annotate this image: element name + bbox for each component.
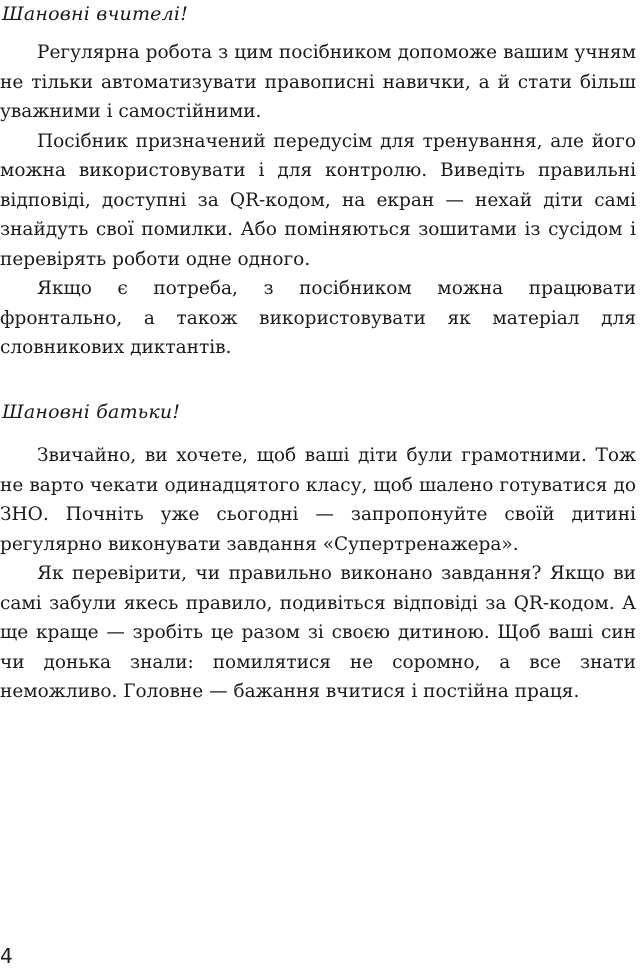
parents-heading: Шановні батьки! xyxy=(2,401,181,423)
parents-paragraph-1: Звичайно, ви хочете, щоб ваші діти були грамотними. Тож не варто чекати одинадцятого класу, щоб шалено готуватися до ЗНО. Почніть уже сьогодні — запропонуйте своїй дитині регулярно виконувати завдання «Супертренажера». xyxy=(0,445,636,555)
teachers-paragraph-3: Якщо є потреба, з посібником можна працювати фронтально, а також використовувати як матеріал для словникових диктантів. xyxy=(0,278,636,358)
teachers-paragraph-1: Регулярна робота з цим посібником допоможе вашим учням не тільки автоматизувати правописні навички, а й стати більш уважними і самостійними. xyxy=(0,42,636,122)
parents-text xyxy=(0,441,636,707)
teachers-paragraph-2: Посібник призначений передусім для тренування, але його можна використовувати і для контролю. Виведіть правильні відповіді, доступні за QR-кодом, на екран — нехай діти самі знайдуть свої помилки. Або поміняються зошитами із сусідом і перевірять роботи одне одного. xyxy=(0,130,636,270)
parents-paragraph-2: Як перевірити, чи правильно виконано завдання? Якщо ви самі забули якесь правило, подивіться відповіді за QR-кодом. А ще краще — зробіть це разом зі своєю дитиною. Щоб ваші син чи донька знали: помилятися не соромно, а все знати неможливо. Головне — бажання вчитися і постійна праця. xyxy=(0,563,636,702)
teachers-text xyxy=(0,38,636,363)
teachers-heading: Шановні вчителі! xyxy=(2,3,189,25)
page-number: 4 xyxy=(0,944,13,968)
